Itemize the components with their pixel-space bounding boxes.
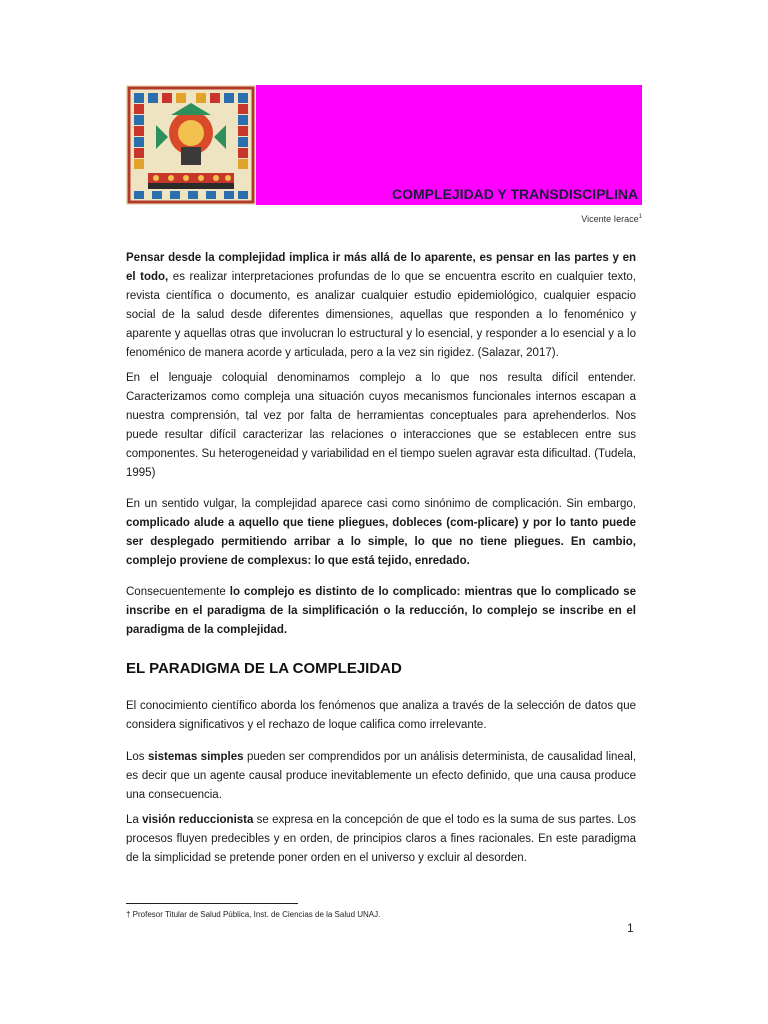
paragraph-7: La visión reduccionista se expresa en la concepción de que el todo es la suma de sus partes. Los procesos fluyen predecibles y en orden, de principios claros a fines racionales. En este paradigma de la simplicidad se pretende poner orden en el universo y excluir al desorden. bbox=[126, 814, 636, 864]
codex-illustration-icon bbox=[126, 85, 256, 205]
paragraph-3: En un sentido vulgar, la complejidad aparece casi como sinónimo de complicación. Sin embargo, complicado alude a aquello que tiene pliegues, dobleces (com-plicare) y por lo tanto puede ser desplegado permitiendo arribar a lo simple, lo que no tiene pliegues. En cambio, complejo proviene de complexus: lo que está tejido, enredado. bbox=[126, 498, 636, 567]
footnote-mark: 1 bbox=[638, 214, 642, 220]
section-heading: EL PARADIGMA DE LA COMPLEJIDAD bbox=[126, 660, 402, 677]
footnote-divider bbox=[126, 903, 298, 904]
footnote: † Profesor Titular de Salud Pública, Inst. de Ciencias de la Salud UNAJ. bbox=[126, 910, 381, 919]
title-banner bbox=[126, 85, 642, 205]
paragraph-4: Consecuentemente lo complejo es distinto de lo complicado: mientras que lo complicado se inscribe en el paradigma de la simplificación o la reducción, lo complejo se inscribe en el paradigma de la complejidad. bbox=[126, 586, 636, 636]
page-number: 1 bbox=[627, 921, 634, 935]
paragraph-2: En el lenguaje coloquial denominamos complejo a lo que nos resulta difícil entender. Caracterizamos como compleja una situación cuyos mecanismos funcionales internos escapan a nuestra comprensión, tal vez por falta de herramientas conceptuales para aprehenderlos. Nos puede resultar difícil caracterizar las relaciones o interacciones que se establecen entre sus componentes. Su heterogeneidad y variabilidad en el tiempo suelen agravar esta dificultad. (Tudela, 1995) bbox=[126, 372, 636, 479]
paragraph-5: El conocimiento científico aborda los fenómenos que analiza a través de la selección de datos que considera significativos y el rechazo de loque califica como irrelevante. bbox=[126, 700, 636, 731]
document-title: COMPLEJIDAD Y TRANSDISCIPLINA bbox=[392, 186, 639, 202]
paragraph-6: Los sistemas simples pueden ser comprendidos por un análisis determinista, de causalidad lineal, es decir que un agente causal produce inevitablemente un efecto definido, que una causa produce una consecuencia. bbox=[126, 751, 636, 801]
paragraph-1: Pensar desde la complejidad implica ir más allá de lo aparente, es pensar en las partes y en el todo, es realizar interpretaciones profundas de lo que se encuentra escrito en cualquier texto, revista científica o documento, es analizar cualquier estudio epidemiológico, cualquier espacio social de la salud desde diferentes dimensiones, aquellas que responden a lo fenoménico y aparente y aquellas otras que involucran lo estructural y lo esencial, y responder a lo esencial y a lo fenoménico de manera acorde y articulada, pero a la vez sin rigidez. (Salazar, 2017). bbox=[126, 252, 636, 359]
author-name: Vicente Ierace$^1$ bbox=[581, 214, 642, 224]
